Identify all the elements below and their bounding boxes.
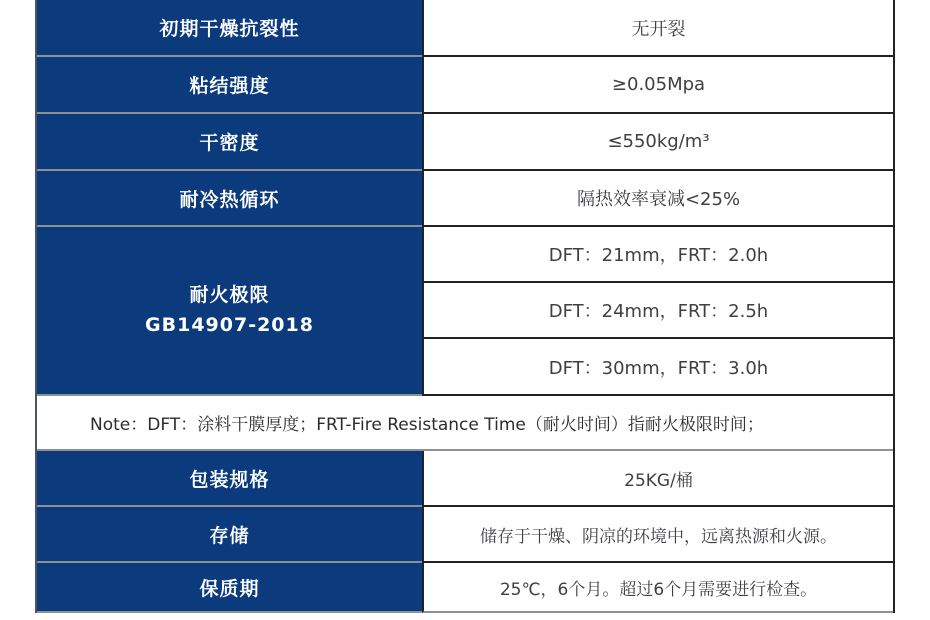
spec-value-initial-dry-crack-resistance: 无开裂 <box>422 0 893 57</box>
spec-value-packaging: 25KG/桶 <box>422 451 893 507</box>
spec-value-dry-density: ≤550kg/m³ <box>422 114 893 171</box>
spec-value-storage: 储存于干燥、阴凉的环境中，远离热源和火源。 <box>422 507 893 563</box>
fire-resistance-value-row: DFT：30mm，FRT：3.0h <box>424 339 893 396</box>
fire-resistance-title: 耐火极限 <box>189 284 270 307</box>
spec-value-shelf-life: 25℃，6个月。超过6个月需要进行检查。 <box>422 563 893 613</box>
spec-label-thermal-cycle-resistance: 耐冷热循环 <box>37 171 422 227</box>
table-row <box>37 0 893 57</box>
spec-label-storage: 存储 <box>37 507 422 563</box>
table-row <box>37 171 893 227</box>
table-row <box>37 451 893 507</box>
fire-resistance-standard: GB14907-2018 <box>145 313 314 336</box>
spec-label-bond-strength: 粘结强度 <box>37 57 422 114</box>
spec-value-bond-strength: ≥0.05Mpa <box>422 57 893 114</box>
spec-value-thermal-cycle-resistance: 隔热效率衰减<25% <box>422 171 893 227</box>
table-row <box>37 507 893 563</box>
fire-resistance-value-row: DFT：21mm，FRT：2.0h <box>424 227 893 283</box>
fire-resistance-values <box>422 227 893 396</box>
product-spec-table <box>35 0 895 613</box>
fire-resistance-section <box>37 227 893 396</box>
spec-label-packaging: 包装规格 <box>37 451 422 507</box>
spec-label-shelf-life: 保质期 <box>37 563 422 613</box>
table-row <box>37 57 893 114</box>
fire-resistance-value-row: DFT：24mm，FRT：2.5h <box>424 283 893 339</box>
spec-label-dry-density: 干密度 <box>37 114 422 171</box>
table-note: Note：DFT：涂料干膜厚度；FRT-Fire Resistance Time（耐火时间）指耐火极限时间； <box>37 396 893 451</box>
table-row <box>37 114 893 171</box>
spec-label-fire-resistance-limit <box>37 227 422 396</box>
table-row <box>37 563 893 613</box>
spec-label-initial-dry-crack-resistance: 初期干燥抗裂性 <box>37 0 422 57</box>
